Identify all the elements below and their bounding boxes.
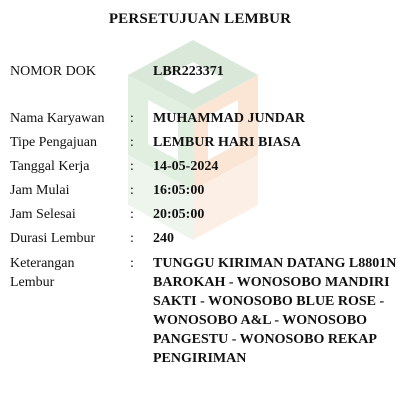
field-colon: : [130, 135, 134, 150]
field-colon: : [130, 111, 134, 126]
keterangan-value: TUNGGU KIRIMAN DATANG L8801N BAROKAH - WONOSOBO MANDIRI SAKTI - WONOSOBO BLUE ROSE - WONOSOBO A&L - WONOSOBO PANGESTU - WONOSOBO REKAP PENGIRIMAN [153, 256, 397, 366]
field-colon: : [130, 183, 134, 198]
field-colon: : [130, 207, 134, 222]
keterangan-colon: : [130, 256, 134, 271]
field-value: 14-05-2024 [153, 159, 219, 174]
document-title: PERSETUJUAN LEMBUR [108, 11, 292, 27]
doc-number-label: NOMOR DOK [10, 64, 96, 79]
field-value: 240 [153, 231, 174, 246]
field-label: Nama Karyawan [10, 111, 105, 126]
keterangan-label [10, 254, 130, 292]
keterangan-label-line2: Lembur [10, 275, 55, 290]
field-value: 16:05:00 [153, 183, 205, 198]
field-value: MUHAMMAD JUNDAR [153, 111, 306, 126]
field-label: Durasi Lembur [10, 231, 96, 246]
field-label: Jam Mulai [10, 183, 70, 198]
keterangan-label-line1: Keterangan [10, 256, 75, 271]
field-value: 20:05:00 [153, 207, 205, 222]
field-label: Tipe Pengajuan [10, 135, 97, 150]
doc-number-value: LBR223371 [153, 64, 224, 79]
field-label: Tanggal Kerja [10, 159, 90, 174]
field-colon: : [130, 159, 134, 174]
field-value: LEMBUR HARI BIASA [153, 135, 301, 150]
field-label: Jam Selesai [10, 207, 76, 222]
field-colon: : [130, 231, 134, 246]
